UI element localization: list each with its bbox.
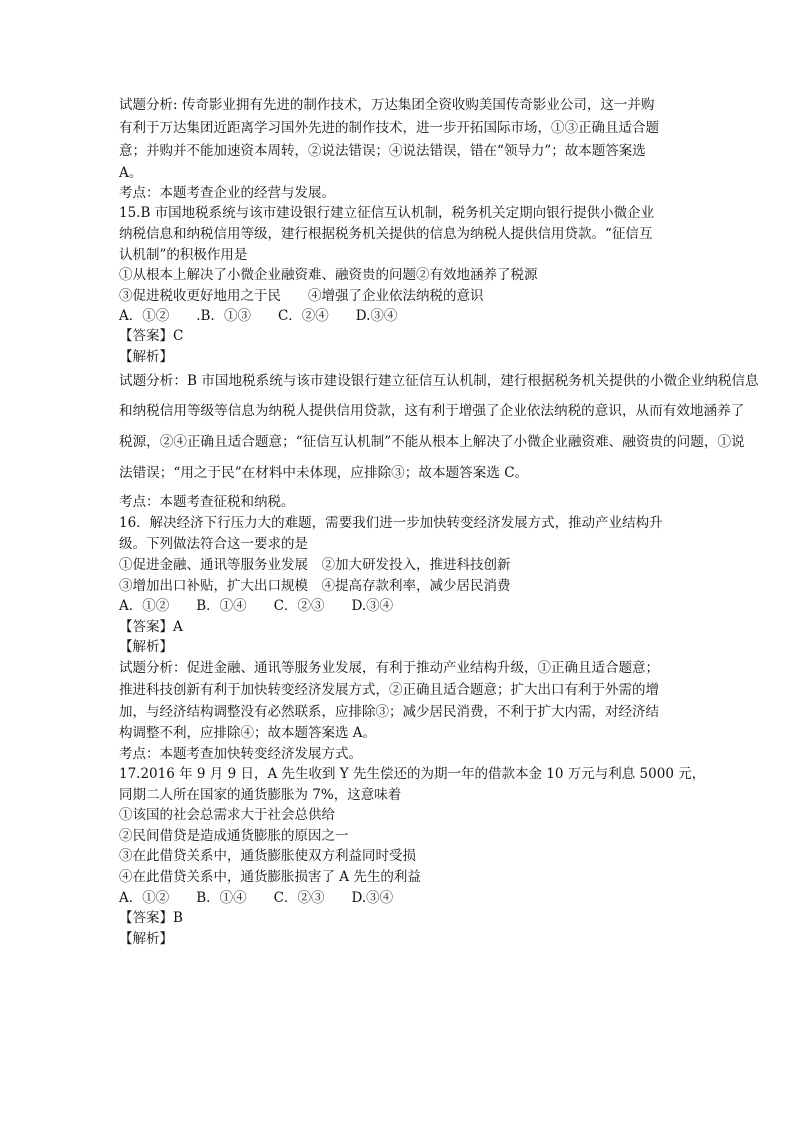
q16-statement-2: ③增加出口补贴，扩大出口规模 ④提高存款利率，减少居民消费 <box>119 578 511 594</box>
q16-analysis-line-3: 加，与经济结构调整没有必然联系，应排除③；减少居民消费，不利于扩大内需，对经济结 <box>119 704 659 720</box>
q15-answer: 【答案】C <box>119 328 184 344</box>
q17-answer: 【答案】B <box>119 910 183 926</box>
q14-analysis-line-1: 试题分析: 传奇影业拥有先进的制作技术，万达集团全资收购美国传奇影业公司，这一并购 <box>119 97 655 113</box>
q15-options: A．①② .B．①③ C．②④ D.③④ <box>119 308 398 324</box>
q14-analysis-line-4: A。 <box>119 165 143 181</box>
q16-answer: 【答案】A <box>119 619 183 635</box>
q17-statement-4: ④在此借贷关系中，通货膨胀损害了 A 先生的利益 <box>119 869 421 885</box>
q17-stem-line-2: 同期二人所在国家的通货膨胀为 7%，这意味着 <box>119 787 402 803</box>
q14-analysis-line-2: 有利于万达集团近距离学习国外先进的制作技术，进一步开拓国际市场，①③正确且适合题 <box>119 120 659 136</box>
q17-statement-1: ①该国的社会总需求大于社会总供给 <box>119 807 335 823</box>
q16-analysis-line-4: 构调整不利，应排除④；故本题答案选 A。 <box>119 725 377 741</box>
q15-analysis-line-2: 和纳税信用等级等信息为纳税人提供信用贷款，这有利于增强了企业依法纳税的意识，从而有效地涵养了 <box>119 403 745 419</box>
q14-point: 考点：本题考查企业的经营与发展。 <box>119 185 335 201</box>
q16-analysis-label: 【解析】 <box>119 639 173 655</box>
q16-point: 考点：本题考查加快转变经济发展方式。 <box>119 746 362 762</box>
q17-statement-2: ②民间借贷是造成通货膨胀的原因之一 <box>119 828 349 844</box>
q15-statement-2: ③促进税收更好地用之于民 ④增强了企业依法纳税的意识 <box>119 288 484 304</box>
q17-analysis-label: 【解析】 <box>119 931 173 947</box>
q15-point: 考点：本题考查征税和纳税。 <box>119 494 295 510</box>
q17-statement-3: ③在此借贷关系中，通货膨胀使双方利益同时受损 <box>119 848 416 864</box>
q15-stem-line-1: 15.B 市国地税系统与该市建设银行建立征信互认机制，税务机关定期向银行提供小微企业 <box>119 205 655 221</box>
q15-stem-line-2: 纳税信息和纳税信用等级，建行根据税务机关提供的信息为纳税人提供信用贷款。“征信互 <box>119 226 653 242</box>
q15-analysis-line-1: 试题分析：B 市国地税系统与该市建设银行建立征信互认机制，建行根据税务机关提供的小微企业纳税信息 <box>119 373 759 389</box>
q16-stem-line-1: 16．解决经济下行压力大的难题，需要我们进一步加快转变经济发展方式，推动产业结构升 <box>119 515 663 531</box>
q15-analysis-line-3: 税源，②④正确且适合题意；“征信互认机制”不能从根本上解决了小微企业融资难、融资贵的问题，①说 <box>119 434 745 450</box>
q15-analysis-label: 【解析】 <box>119 349 173 365</box>
q16-options: A．①② B．①④ C．②③ D.③④ <box>119 598 394 614</box>
q16-statement-1: ①促进金融、通讯等服务业发展 ②加大研发投入，推进科技创新 <box>119 557 511 573</box>
q17-options: A．①② B．①④ C．②③ D.③④ <box>119 890 394 906</box>
q16-analysis-line-1: 试题分析：促进金融、通讯等服务业发展，有利于推动产业结构升级，①正确且适合题意； <box>119 660 659 676</box>
q16-analysis-line-2: 推进科技创新有利于加快转变经济发展方式，②正确且适合题意；扩大出口有利于外需的增 <box>119 682 659 698</box>
q15-stem-line-3: 认机制”的积极作用是 <box>119 247 248 263</box>
q16-stem-line-2: 级。下列做法符合这一要求的是 <box>119 536 308 552</box>
q15-statement-1: ①从根本上解决了小微企业融资难、融资贵的问题②有效地涵养了税源 <box>119 267 538 283</box>
q14-analysis-line-3: 意；并购并不能加速资本周转，②说法错误；④说法错误，错在“领导力”；故本题答案选 <box>119 143 646 159</box>
q15-analysis-line-4: 法错误；“用之于民”在材料中未体现，应排除③；故本题答案选 C。 <box>119 465 529 481</box>
q17-stem-line-1: 17.2016 年 9 月 9 日，A 先生收到 Y 先生偿还的为期一年的借款本金 10 万元与利息 5000 元， <box>119 766 706 782</box>
